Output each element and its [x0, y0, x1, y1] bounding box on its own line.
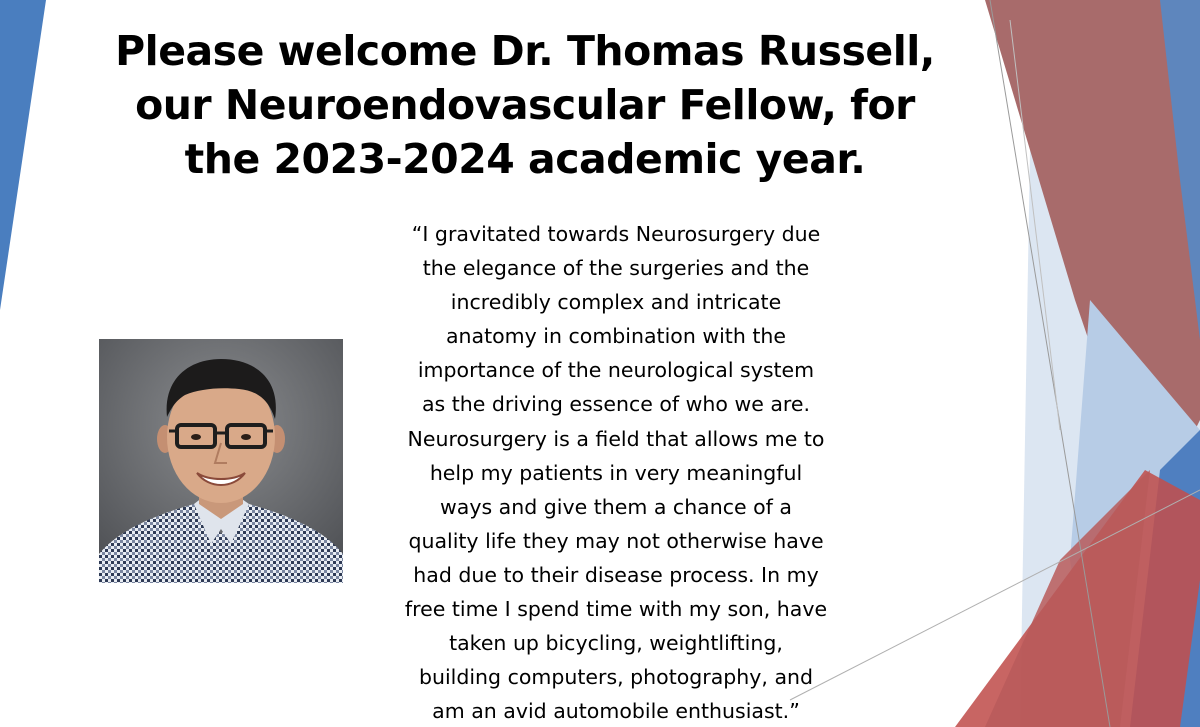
- quote-line: Neurosurgery is a field that allows me to: [407, 426, 825, 451]
- quote-line: anatomy in combination with the: [445, 324, 786, 349]
- title-line: the 2023-2024 academic year.: [184, 135, 866, 183]
- quote-line: ways and give them a chance of a: [440, 494, 792, 519]
- left-blue-shard: [0, 0, 46, 310]
- quote-line: free time I spend time with my son, have: [404, 597, 828, 622]
- portrait-photo: [99, 339, 343, 583]
- quote-line: incredibly complex and intricate: [450, 290, 782, 315]
- quote-line: as the driving essence of who we are.: [421, 392, 811, 417]
- quote-line: building computers, photography, and: [418, 665, 814, 690]
- quote-line: help my patients in very meaningful: [429, 460, 803, 485]
- quote-line: importance of the neurological system: [417, 358, 815, 383]
- quote-line: taken up bicycling, weightlifting,: [449, 631, 783, 656]
- quote-line: am an avid automobile enthusiast.”: [432, 699, 800, 724]
- title-line: Please welcome Dr. Thomas Russell,: [115, 27, 935, 75]
- slide-title: [60, 24, 990, 186]
- quote-line: had due to their disease process. In my: [413, 562, 819, 587]
- quote-text: [352, 217, 880, 727]
- title-line: our Neuroendovascular Fellow, for: [135, 81, 915, 129]
- quote-line: quality life they may not otherwise have: [408, 528, 824, 553]
- quote-line: “I gravitated towards Neurosurgery due: [411, 222, 821, 246]
- quote-line: the elegance of the surgeries and the: [422, 256, 810, 281]
